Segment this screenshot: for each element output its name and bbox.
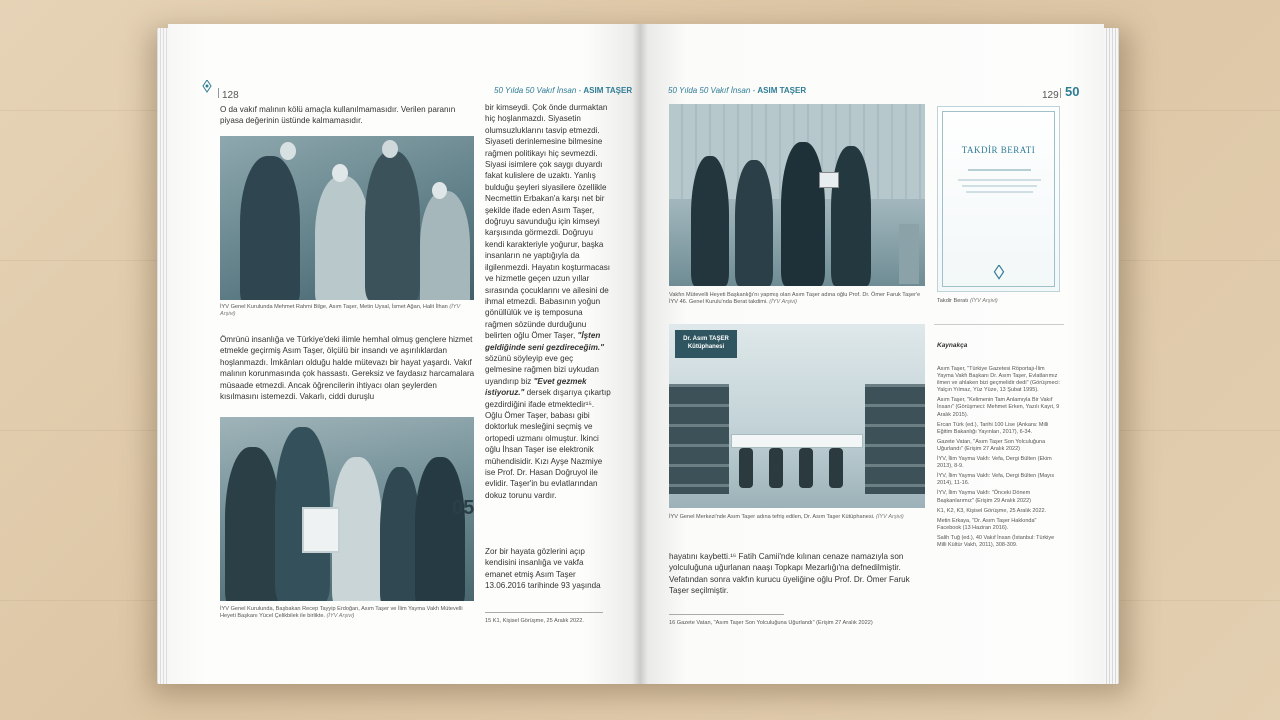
source-item: Metin Erkaya, "Dr. Asım Taşer Hakkında" Facebook (13 Haziran 2016). bbox=[937, 517, 1037, 531]
book-spine-shadow bbox=[632, 24, 648, 684]
certificate-title: TAKDİR BERATI bbox=[961, 145, 1036, 155]
photo-caption: İYV Genel Kurulunda, Başbakan Recep Tayyip Erdoğan, Asım Taşer ve İlim Yayma Vakfı Mütevelli Heyeti Başkanı Yücel Çelikbilek ile birlikte. (İYV Arşivi) bbox=[220, 606, 463, 620]
library-sign: Dr. Asım TAŞER Kütüphanesi bbox=[675, 330, 737, 358]
photo-general-assembly-2: 05 bbox=[220, 417, 474, 601]
page-number: 129 bbox=[1042, 90, 1059, 101]
body-paragraph-column2: bir kimseydi. Çok önde durmaktan hiç hoşlanmazdı. Siyasetin olumsuzluklarını tasvip etmezdi. Siyaseti derinlemesine bilmesine rağmen politikayı hiç sevmezdi. Siyasi isimlere çok saygı duyardı fakat kulislere de uzaktı. Yanlış bulduğu şeyleri siyasilere özellikle Necmettin Erbakan'a karşı net bir şekilde ifade eden Asım Taşer, doğruyu savunduğu için kimseyi karşısında görmezdi. Doğruyu kendi karakteriyle yoğurur, başka insanların ne yaptığıyla da ilgilenmezdi. Hayatın koşturmacası ve hizmetle geçen uzun yıllar sırasında çocuklarını ve ailesini de ihmal etmezdi. Babasının yoğun gönüllülük ve iş temposuna rağmen sözünde durduğunu belirten oğlu Ömer Taşer, "İşten geldiğinde seni gezdireceğim." sözünü söyleyip eve geç gelmesine rağmen bizi uykudan uyandırıp biz "Evet gezmek istiyoruz." dersek dışarıya çıkartıp gezdirdiğini ifade etmektedir¹⁵. Oğlu Ömer Taşer, babası gibi doktorluk mesleğini seçmiş ve ortopedi uzmanı olmuştur. İkinci oğlu İhsan Taşer ise elektronik mühendisidir. Kızı Ayşe Nazmiye ise Prof. Dr. Hasan Doğruyol ile evlidir. Taşer'in bu evlatlarından dokuz torunu vardır. bbox=[485, 103, 611, 500]
photo-certificate-ceremony bbox=[669, 104, 925, 286]
photo-caption: İYV Genel Merkezi'nde Asım Taşer adına tefriş edilen, Dr. Asım Taşer Kütüphanesi. (İYV Arşivi) bbox=[669, 514, 904, 520]
footnote-rule bbox=[669, 614, 784, 615]
source-item: İYV, İlim Yayma Vakfı: "Önceki Dönem Başkanlarımız" (Erişim 29 Aralık 2022) bbox=[937, 490, 1031, 504]
body-paragraph-column2: Zor bir hayata gözlerini açıp kendisini insanlığa ve vakfa emanet etmiş Asım Taşer 13.06.2016 tarihinde 93 yaşında bbox=[485, 547, 601, 591]
photo-library bbox=[669, 324, 925, 508]
running-header: 50 Yılda 50 Vakıf İnsan - ASIM TAŞER bbox=[668, 86, 807, 95]
foundation-logo-icon bbox=[992, 265, 1006, 281]
source-item: İYV, İlim Yayma Vakfı: Vefa, Dergi Bülten (Ekim 2013), 8-9. bbox=[937, 456, 1052, 470]
source-item: Asım Taşer, "Türkiye Gazetesi Röportajı-İlim Yayma Vakfı Başkanı Dr. Asım Taşer, Evlatlarımız ilmen ve ahlaken bizi geçmelidir dedi" (Görüşmeci: Yalçın Yılmaz, Yüz Yüze, 13 Şubat 1995). bbox=[937, 366, 1061, 394]
certificate-caption: Takdir Beratı (İYV Arşivi) bbox=[937, 298, 998, 304]
footnote-rule bbox=[485, 612, 603, 613]
foundation-logo-icon bbox=[201, 80, 213, 94]
footnote: 15 K1, Kişisel Görüşme, 25 Aralık 2022. bbox=[485, 618, 584, 624]
left-page bbox=[168, 24, 640, 684]
source-item: Gazete Vatan, "Asım Taşer Son Yolculuğuna Uğurlandı" (Erişim 27 Aralık 2022) bbox=[937, 438, 1046, 452]
running-header: 50 Yılda 50 Vakıf İnsan - ASIM TAŞER bbox=[494, 86, 633, 95]
page-number: 128 bbox=[222, 90, 239, 101]
source-item: K1, K2, K3, Kişisel Görüşme, 25 Aralık 2022. bbox=[937, 507, 1047, 514]
sources-title: Kaynakça bbox=[937, 342, 968, 349]
photo-caption: Vakfın Mütevelli Heyeti Başkanlığı'nı yapmış olan Asım Taşer adına oğlu Prof. Dr. Ömer Faruk Taşer'e İYV 46. Genel Kurulu'nda Berat takdimi. (İYV Arşivi) bbox=[669, 292, 921, 306]
right-page bbox=[640, 24, 1104, 684]
photo-general-assembly-1 bbox=[220, 136, 474, 300]
source-item: İYV, İlim Yayma Vakfı: Vefa, Dergi Bülten (Mayıs 2014), 11-16. bbox=[937, 473, 1055, 487]
certificate-image bbox=[937, 106, 1060, 292]
source-item: Salih Tuğ (ed.), 40 Vakıf İnsan (İstanbul: Türkiye Milli Kültür Vakfı, 2011), 308-309. bbox=[937, 534, 1055, 548]
photo-caption: İYV Genel Kurulunda Mehmet Rahmi Bilge, Asım Taşer, Metin Uysal, İsmet Ağan, Halit İlhan (İYV Arşivi) bbox=[220, 304, 461, 318]
body-paragraph: hayatını kaybetti.¹⁶ Fatih Camii'nde kılınan cenaze namazıyla son yolculuğuna uğurlanan naaşı Topkapı Mezarlığı'na defnedilmiştir. Vefatından sonra vakfın kurucu üyeliğine oğlu Prof. Dr. Ömer Faruk Taşer seçilmiştir. bbox=[669, 552, 910, 596]
body-paragraph: O da vakıf malının kölü amaçla kullanılmamasıdır. Verilen paranın piyasa değerinin üstünde kalmamasıdır. bbox=[220, 105, 456, 126]
footnote: 16 Gazete Vatan, "Asım Taşer Son Yolculuğuna Uğurlandı" (Erişim 27 Aralık 2022) bbox=[669, 620, 873, 626]
anniversary-logo: 50 bbox=[1065, 84, 1080, 99]
body-paragraph: Ömrünü insanlığa ve Türkiye'deki ilimle hemhal olmuş gençlere hizmet etmekle geçirmiş Asım Taşer, ölçülü bir insandı ve aşırılıklardan hoşlanmazdı. İmkânları olduğu halde mütevazı bir hayat yaşardı. Vakıf malının korunmasında çok hassastı. Gereksiz ve faydasız harcamalara müsaade etmezdi. Ancak öğrencilerin ihtiyacı olan şeylerden kısılmasını istemezdi. Vakarlı, ciddi duruşlu bbox=[220, 335, 475, 402]
sources-list bbox=[937, 366, 1062, 552]
source-item: Asım Taşer, "Kelimenin Tam Anlamıyla Bir Vakıf İnsanı" (Görüşmeci: Mehmet Erken, Yazılı Kayıt, 9 Aralık 2015). bbox=[937, 397, 1060, 418]
source-item: Ercan Türk (ed.), Tarihi 100 Lise (Ankara: Milli Eğitim Bakanlığı Yayınları, 2017), 6-34. bbox=[937, 421, 1049, 435]
